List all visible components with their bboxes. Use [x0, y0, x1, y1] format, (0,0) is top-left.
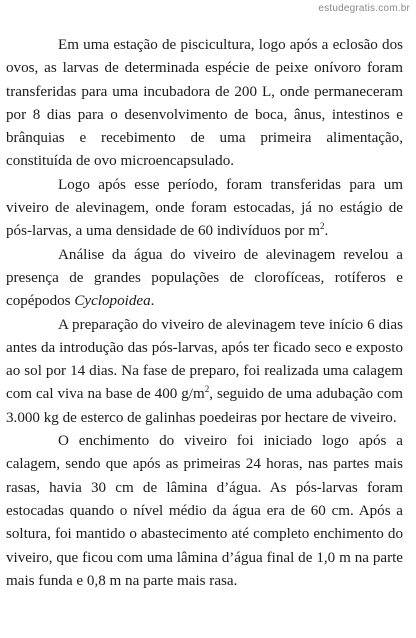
paragraph-stocking-end: . — [324, 223, 329, 240]
document-body — [6, 34, 403, 593]
site-watermark: estudegratis.com.br — [318, 3, 410, 14]
paragraph-preparation-text: A preparação do viveiro de alevinagem teve início 6 dias antes da introdução das pós-larvas, após ter ficado seco e exposto ao sol por 14 dias. Na fase de preparo, foi realizada uma calagem com cal viva na base de 400 g/m — [6, 316, 403, 403]
paragraph-filling: O enchimento do viveiro foi iniciado logo após a calagem, sendo que após as primeiras 24 horas, nas partes mais rasas, havia 30 cm de lâmina d’água. As pós-larvas foram estocadas quando o nível médio da água era de 60 cm. Após a soltura, foi mantido o abastecimento até completo enchimento do viveiro, que ficou com uma lâmina d’água final de 1,0 m na parte mais funda e 0,8 m na parte mais rasa. — [6, 433, 403, 589]
paragraph-preparation-end: , seguido de uma adubação com 3.000 kg de esterco de galinhas poedeiras por hectare de viveiro. — [6, 386, 403, 426]
paragraph-preparation — [6, 314, 403, 430]
paragraph-water-analysis-end: . — [150, 293, 155, 310]
superscript-2: 2 — [319, 221, 325, 232]
species-name: Cyclopoidea — [74, 293, 151, 310]
paragraph-water-analysis-text: Análise da água do viveiro de alevinagem revelou a presença de grandes populações de clorofíceas, rotíferos e copépodos — [6, 246, 403, 310]
paragraph-stocking — [6, 174, 403, 244]
paragraph-hatching: Em uma estação de piscicultura, logo após a eclosão dos ovos, as larvas de determinada espécie de peixe onívoro foram transferidas para uma incubadora de 200 L, onde permaneceram por 8 dias para o desenvolvimento de boca, ânus, intestinos e brânquias e recebimento de uma primeira alimentação, constituída de ovo microencapsulado. — [6, 37, 403, 170]
superscript-2: 2 — [204, 384, 210, 395]
paragraph-water-analysis — [6, 244, 403, 314]
paragraph-stocking-text: Logo após esse período, foram transferidas para um viveiro de alevinagem, onde foram estocadas, já no estágio de pós-larvas, a uma densidade de 60 indivíduos por m — [6, 176, 403, 240]
